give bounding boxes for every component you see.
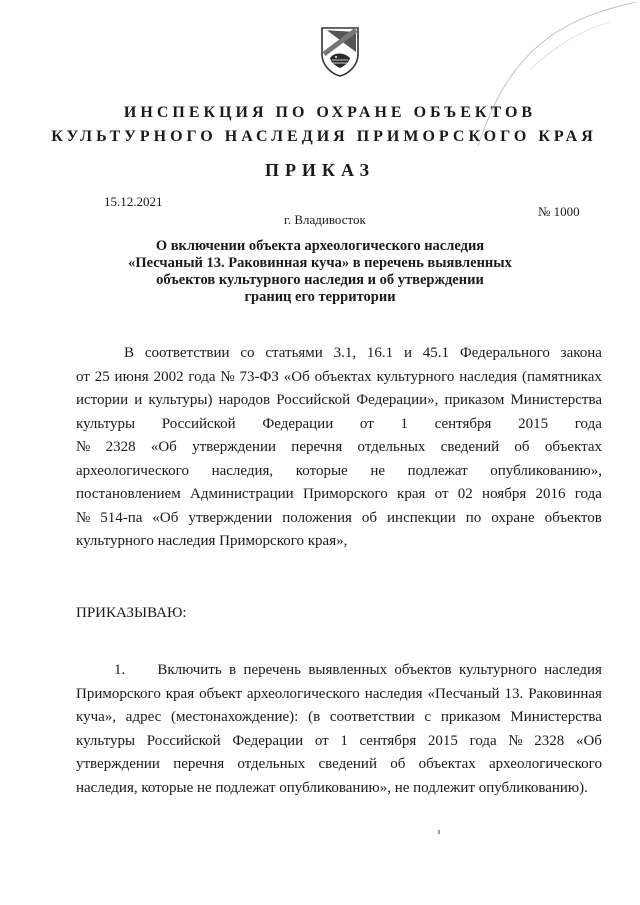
word: края bbox=[165, 685, 195, 702]
item-line bbox=[76, 706, 602, 730]
word: от bbox=[434, 486, 449, 502]
word: Российской bbox=[276, 392, 351, 408]
word: об bbox=[514, 439, 530, 455]
word: 2016 bbox=[535, 486, 566, 502]
word: Администрации bbox=[189, 486, 294, 502]
word: народов bbox=[218, 392, 271, 408]
subject-line: границ его территории bbox=[244, 289, 396, 305]
word: Министерства bbox=[510, 392, 602, 408]
preamble-line bbox=[76, 413, 602, 437]
document-date: 15.12.2021 bbox=[104, 194, 163, 209]
word: Федерации bbox=[232, 732, 304, 749]
word: не bbox=[370, 462, 385, 479]
word: перечня bbox=[173, 756, 225, 772]
word: 514-па bbox=[100, 509, 143, 526]
preamble-line bbox=[76, 342, 602, 366]
word: сентября bbox=[359, 732, 417, 749]
word: 2015 bbox=[518, 415, 549, 432]
word: 3.1, bbox=[333, 345, 357, 361]
word: 1 bbox=[400, 415, 408, 432]
word: года bbox=[574, 415, 602, 432]
word: 16.1 bbox=[366, 345, 394, 361]
item-line bbox=[76, 777, 602, 801]
word: подлежат bbox=[407, 462, 468, 479]
word: края bbox=[397, 486, 426, 502]
word: года bbox=[469, 732, 497, 749]
word: статьями bbox=[265, 345, 323, 361]
word: отдельных bbox=[357, 439, 426, 455]
word: Российской bbox=[146, 732, 221, 749]
word: года bbox=[188, 368, 216, 385]
preamble-paragraph bbox=[76, 342, 602, 554]
word: сведений bbox=[318, 756, 377, 772]
word: наследия bbox=[364, 685, 423, 702]
word: «Об bbox=[152, 509, 179, 526]
document-subject bbox=[0, 238, 640, 306]
word: (памятниках bbox=[521, 368, 602, 385]
word: соответствии bbox=[144, 345, 230, 361]
word: утверждении bbox=[192, 439, 277, 455]
word: В bbox=[124, 345, 135, 361]
word: 2002 bbox=[153, 368, 184, 385]
word: Министерства bbox=[510, 709, 602, 725]
word: с bbox=[424, 709, 432, 725]
word: объектов bbox=[544, 509, 602, 526]
word: июня bbox=[114, 368, 149, 385]
word: 73-ФЗ bbox=[239, 368, 279, 385]
word: археологического bbox=[489, 756, 602, 772]
item-line bbox=[76, 683, 602, 707]
word: соответствии bbox=[329, 709, 415, 725]
word: археологического bbox=[76, 462, 189, 479]
word: перечня bbox=[291, 439, 343, 455]
word: Федерации», bbox=[356, 392, 439, 408]
word: культуры bbox=[76, 732, 136, 749]
word: и bbox=[403, 345, 412, 361]
word: Российской bbox=[161, 415, 236, 432]
word: перечень bbox=[243, 662, 302, 678]
word: 2015 bbox=[427, 732, 458, 749]
document-type: ПРИКАЗ bbox=[264, 160, 376, 180]
word: Федерации bbox=[262, 415, 334, 432]
word: Приморского bbox=[302, 486, 388, 502]
word: об bbox=[390, 756, 406, 772]
word: куча», bbox=[76, 709, 117, 725]
coat-of-arms-icon bbox=[318, 24, 362, 78]
word: Включить bbox=[157, 662, 222, 678]
preamble-line bbox=[76, 460, 602, 484]
item-line bbox=[76, 730, 602, 754]
word: об bbox=[361, 509, 378, 526]
scan-mark bbox=[438, 830, 440, 834]
word: сведений bbox=[440, 439, 500, 455]
word: и bbox=[134, 392, 143, 408]
word: объектах bbox=[418, 756, 476, 772]
word: № bbox=[76, 439, 91, 455]
word: № bbox=[220, 368, 235, 385]
word: приказом bbox=[444, 392, 505, 408]
word: культуры) bbox=[148, 392, 213, 408]
word: № bbox=[508, 732, 523, 749]
word: от bbox=[314, 732, 329, 749]
word: Федерального bbox=[459, 345, 550, 361]
organization-name-line2: КУЛЬТУРНОГО НАСЛЕДИЯ ПРИМОРСКОГО КРАЯ bbox=[51, 128, 597, 145]
preamble-line bbox=[76, 436, 602, 460]
word: наследия bbox=[544, 662, 602, 678]
item-line bbox=[76, 753, 602, 777]
word: археологического bbox=[246, 685, 360, 702]
word: 45.1 bbox=[422, 345, 450, 361]
preamble-line bbox=[76, 483, 602, 507]
word: 2328 bbox=[105, 439, 136, 455]
word: отдельных bbox=[237, 756, 306, 772]
preamble-line bbox=[76, 366, 602, 390]
word: наследия, bbox=[211, 462, 274, 479]
item-line bbox=[76, 659, 602, 683]
word: культурного наследия Приморского края», bbox=[76, 533, 348, 549]
word: закона bbox=[560, 345, 602, 361]
document-city: г. Владивосток bbox=[284, 212, 366, 227]
word: которые bbox=[295, 462, 348, 479]
order-item-1 bbox=[76, 659, 602, 800]
subject-line: «Песчаный 13. Раковинная куча» в перечень выявленных bbox=[128, 255, 512, 271]
word: Раковинная bbox=[528, 685, 602, 702]
item-number: 1. bbox=[114, 662, 126, 678]
word: выявленных bbox=[308, 662, 388, 678]
word: утверждении bbox=[76, 756, 160, 772]
word: наследия, которые не подлежат опубликованию», не подлежит опубликованию). bbox=[76, 779, 588, 796]
word: от bbox=[76, 368, 90, 385]
word: ноября bbox=[482, 486, 527, 502]
word: «Об bbox=[150, 439, 177, 455]
word: опубликованию», bbox=[490, 462, 602, 479]
word: Приморского bbox=[76, 685, 161, 702]
word: 13. bbox=[504, 685, 524, 702]
word: утверждении bbox=[188, 509, 273, 526]
word: (в bbox=[308, 709, 321, 725]
word: № bbox=[76, 509, 91, 526]
word: культурного bbox=[376, 368, 455, 385]
subject-line: О включении объекта археологического наследия bbox=[155, 238, 485, 254]
word: приказом bbox=[440, 709, 501, 725]
word: 1 bbox=[340, 732, 348, 749]
word: наследия bbox=[459, 368, 518, 385]
word: 2328 bbox=[534, 732, 565, 749]
preamble-line bbox=[76, 507, 602, 531]
word: объектах bbox=[544, 439, 602, 455]
preamble-line bbox=[76, 389, 602, 413]
word: по bbox=[465, 509, 482, 526]
word: истории bbox=[76, 392, 129, 408]
preamble-line bbox=[76, 530, 602, 554]
word: со bbox=[240, 345, 255, 361]
word: культуры bbox=[76, 415, 136, 432]
word: 02 bbox=[457, 486, 473, 502]
order-word: ПРИКАЗЫВАЮ: bbox=[76, 605, 187, 621]
word: «Об bbox=[575, 732, 602, 749]
word: постановлением bbox=[76, 486, 181, 502]
word: объектах bbox=[314, 368, 372, 385]
word: культурного bbox=[458, 662, 537, 678]
organization-name-line1: ИНСПЕКЦИЯ ПО ОХРАНЕ ОБЪЕКТОВ bbox=[123, 104, 537, 121]
word: сентября bbox=[434, 415, 492, 432]
word: 25 bbox=[94, 368, 110, 385]
word: (местонахождение): bbox=[171, 709, 299, 725]
word: года bbox=[574, 486, 602, 502]
word: охране bbox=[491, 509, 535, 526]
document-number: № 1000 bbox=[538, 204, 580, 219]
word: от bbox=[359, 415, 374, 432]
word: «Об bbox=[283, 368, 310, 385]
word: адрес bbox=[125, 709, 162, 725]
word: объект bbox=[199, 685, 242, 702]
word: в bbox=[229, 662, 237, 678]
word: «Песчаный bbox=[427, 685, 500, 702]
word: объектов bbox=[394, 662, 452, 678]
word: положения bbox=[282, 509, 352, 526]
word: инспекции bbox=[387, 509, 456, 526]
subject-line: объектов культурного наследия и об утверждении bbox=[156, 272, 484, 288]
